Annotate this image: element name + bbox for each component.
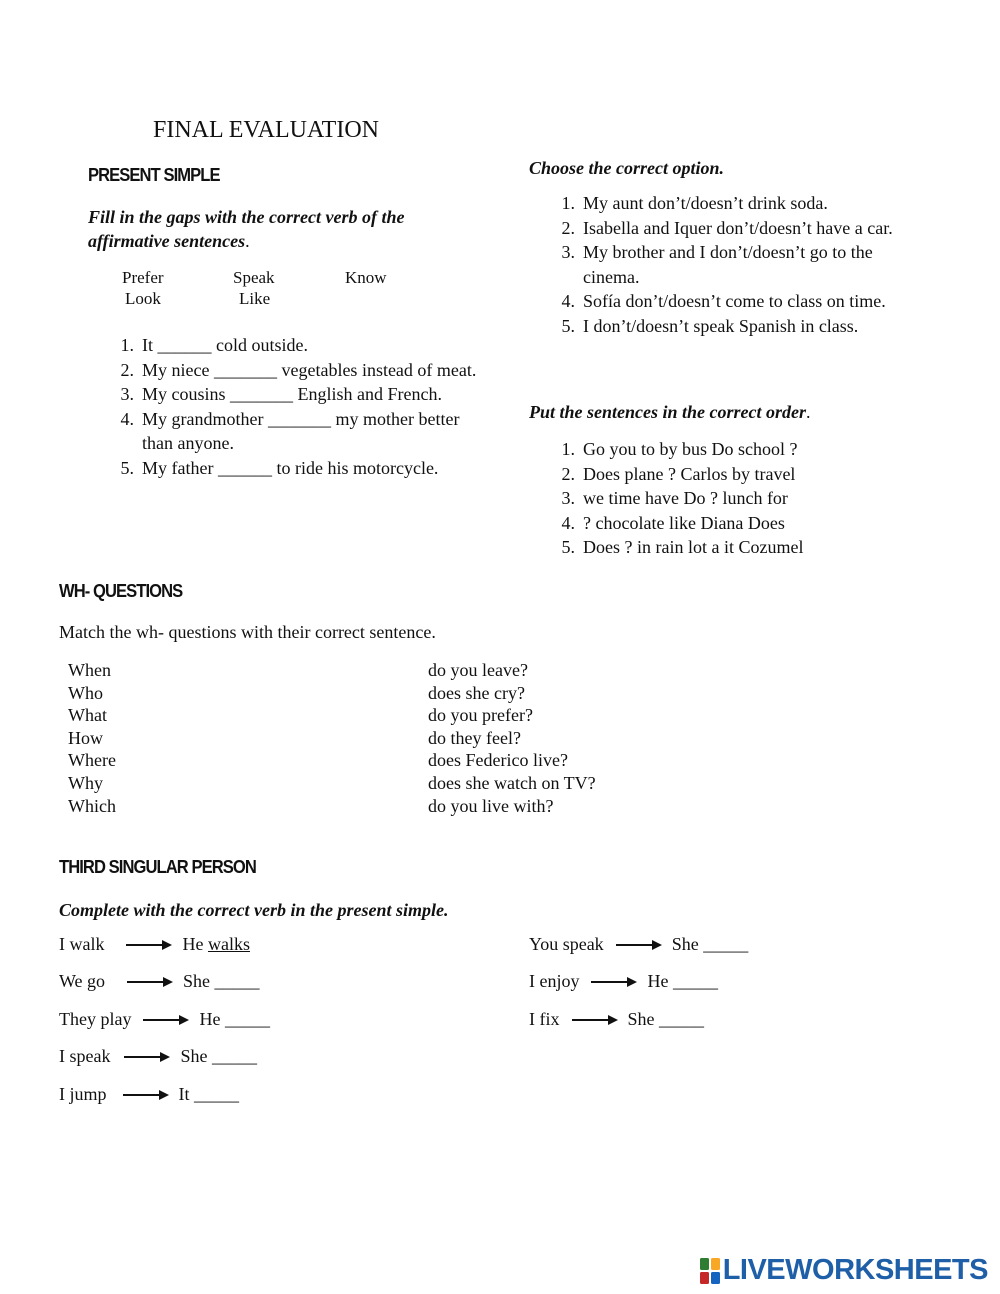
verb-from: I enjoy bbox=[529, 971, 580, 991]
word-bank-like: Like bbox=[239, 289, 271, 308]
verb-from: We go bbox=[59, 971, 106, 991]
wh-word: When bbox=[68, 660, 111, 680]
fill-gaps-instruction-period: . bbox=[245, 231, 250, 251]
verb-row bbox=[529, 971, 718, 992]
verb-from: I walk bbox=[59, 934, 105, 954]
fill-gaps-list bbox=[112, 333, 482, 480]
order-instruction bbox=[529, 400, 811, 424]
wh-word: How bbox=[68, 727, 103, 748]
third-person-instruction: Complete with the correct verb in the present simple. bbox=[59, 900, 449, 920]
word-bank-look: Look bbox=[125, 289, 161, 308]
list-item: 2. Does plane ? Carlos by travel bbox=[561, 463, 796, 484]
third-person-heading: THIRD SINGULAR PERSON bbox=[59, 857, 256, 877]
verb-row bbox=[59, 1046, 257, 1067]
verb-row bbox=[59, 1084, 239, 1105]
verb-row bbox=[59, 971, 260, 992]
list-item: 1. It ______ cold outside. bbox=[120, 335, 308, 355]
wh-word: What bbox=[68, 705, 107, 726]
liveworksheets-logo-text: LIVEWORKSHEETS bbox=[722, 1254, 988, 1286]
word-bank-speak: Speak bbox=[233, 268, 275, 287]
right-arrow-icon bbox=[572, 1014, 618, 1026]
wh-ending: do you prefer? bbox=[428, 705, 533, 726]
wh-word: Who bbox=[68, 682, 103, 703]
right-arrow-icon bbox=[127, 976, 173, 988]
right-arrow-icon bbox=[123, 1089, 169, 1101]
order-instruction-period: . bbox=[806, 402, 811, 422]
list-item: 3. My cousins _______ English and French. bbox=[120, 384, 442, 404]
order-instruction-text: Put the sentences in the correct order bbox=[529, 402, 806, 422]
list-item: 5. My father ______ to ride his motorcycle. bbox=[120, 457, 439, 478]
verb-answer: walks bbox=[207, 934, 250, 954]
verb-to: She _____ bbox=[180, 1046, 257, 1066]
liveworksheets-logo-icon bbox=[700, 1258, 720, 1284]
fill-gaps-instruction-text: Fill in the gaps with the correct verb of the affirmative sentences bbox=[88, 207, 405, 251]
wh-word: Why bbox=[68, 772, 103, 793]
verb-row bbox=[59, 934, 250, 955]
present-simple-heading: PRESENT SIMPLE bbox=[88, 165, 220, 185]
list-item: 3. we time have Do ? lunch for bbox=[561, 488, 788, 508]
list-item: 2. My niece _______ vegetables instead of meat. bbox=[120, 359, 477, 380]
choose-instruction: Choose the correct option. bbox=[529, 158, 725, 178]
verb-to: It _____ bbox=[178, 1084, 239, 1104]
order-list bbox=[553, 437, 913, 560]
wh-ending: does she cry? bbox=[428, 682, 525, 703]
list-item: 1. My aunt don’t/doesn’t drink soda. bbox=[561, 193, 828, 213]
fill-gaps-instruction bbox=[88, 205, 468, 253]
right-arrow-icon bbox=[591, 976, 637, 988]
verb-from: I jump bbox=[59, 1084, 107, 1104]
wh-ending: does Federico live? bbox=[428, 750, 568, 771]
wh-ending: do you leave? bbox=[428, 660, 528, 680]
wh-endings-column bbox=[428, 659, 596, 817]
liveworksheets-logo bbox=[700, 1254, 988, 1287]
verb-from: You speak bbox=[529, 934, 604, 954]
list-item: 4. ? chocolate like Diana Does bbox=[561, 512, 785, 533]
verb-row bbox=[529, 934, 748, 955]
wh-ending: do they feel? bbox=[428, 727, 521, 748]
list-item: 2. Isabella and Iquer don’t/doesn’t have a car. bbox=[561, 217, 893, 238]
wh-ending: do you live with? bbox=[428, 795, 554, 816]
choose-list bbox=[553, 191, 913, 338]
list-item: 4. Sofía don’t/doesn’t come to class on time. bbox=[561, 291, 886, 311]
page-title: FINAL EVALUATION bbox=[153, 117, 379, 143]
verb-to: He _____ bbox=[647, 971, 718, 991]
wh-word: Where bbox=[68, 750, 116, 771]
wh-word: Which bbox=[68, 795, 116, 816]
word-bank-prefer: Prefer bbox=[122, 268, 164, 287]
list-item: 1. Go you to by bus Do school ? bbox=[561, 439, 798, 459]
verb-from: I fix bbox=[529, 1009, 560, 1029]
verb-from: They play bbox=[59, 1009, 132, 1029]
list-item: 4. My grandmother _______ my mother better than anyone. bbox=[120, 408, 460, 453]
word-bank-know: Know bbox=[345, 268, 387, 287]
verb-to: She _____ bbox=[671, 934, 749, 954]
verb-to: She _____ bbox=[627, 1009, 704, 1029]
wh-instruction: Match the wh- questions with their correct sentence. bbox=[59, 622, 436, 642]
right-arrow-icon bbox=[616, 939, 662, 951]
right-arrow-icon bbox=[124, 1051, 170, 1063]
list-item: 5. Does ? in rain lot a it Cozumel bbox=[561, 537, 804, 557]
list-item: 5. I don’t/doesn’t speak Spanish in class. bbox=[561, 315, 859, 336]
list-item: 3. My brother and I don’t/doesn’t go to the cinema. bbox=[561, 242, 873, 287]
verb-to: He _____ bbox=[199, 1009, 270, 1029]
verb-from: I speak bbox=[59, 1046, 111, 1066]
verb-to: He bbox=[182, 934, 204, 954]
verb-row bbox=[529, 1009, 704, 1030]
wh-words-column bbox=[68, 659, 116, 817]
verb-row bbox=[59, 1009, 270, 1030]
wh-questions-heading: WH- QUESTIONS bbox=[59, 581, 183, 601]
wh-ending: does she watch on TV? bbox=[428, 772, 596, 793]
right-arrow-icon bbox=[126, 939, 172, 951]
verb-to: She _____ bbox=[183, 971, 260, 991]
right-arrow-icon bbox=[143, 1014, 189, 1026]
